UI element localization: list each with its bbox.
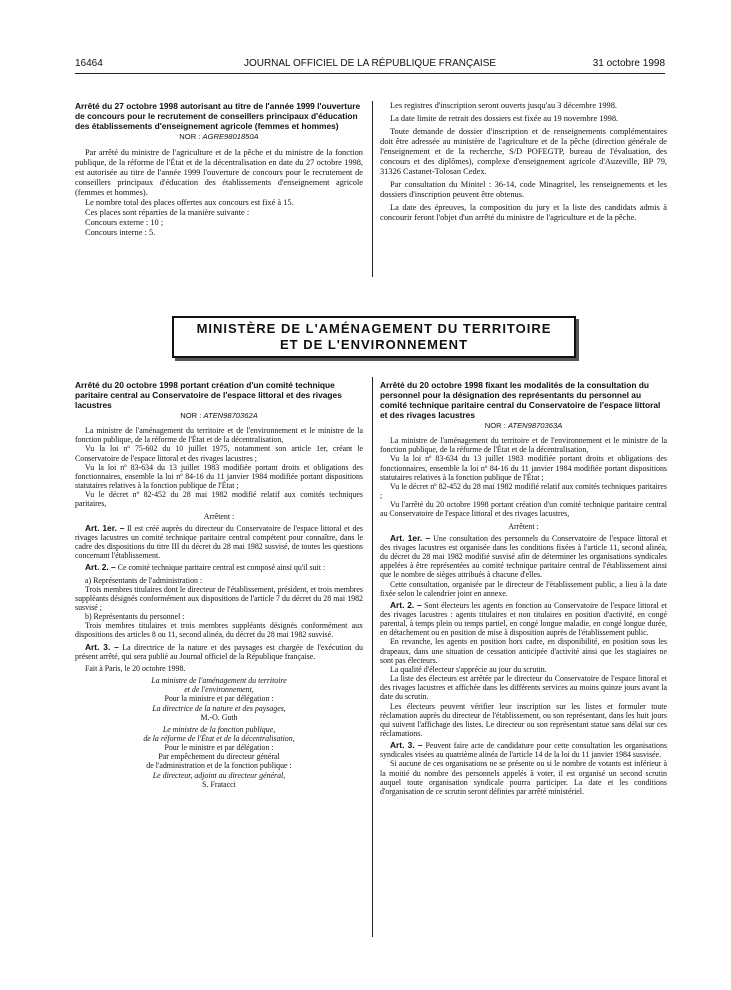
signatory-name: S. Fratacci [202,779,236,789]
paragraph: Vu la loi nº 75-602 du 10 juillet 1975, notamment son article 1er, créant le Conservatoire de l'espace littoral et des rivages lacustres ; [75,444,363,463]
paragraph: La date des épreuves, la composition du jury et la liste des candidats admis à concourir feront l'objet d'un arrêté du ministre de l'agriculture et de la pêche. [380,203,667,222]
paragraph: Vu la loi nº 83-634 du 13 juillet 1983 modifiée portant droits et obligations des fonctionnaires, ensemble la loi nº 84-16 du 11 janvier 1984 modifiée portant dispositions statutaires relatives à la fonction publique de l'État ; [380,454,667,482]
paragraph: Les registres d'inscription seront ouverts jusqu'au 3 décembre 1998. [390,101,617,110]
paragraph: a) Représentants de l'administration : [85,575,203,585]
journal-title: JOURNAL OFFICIEL DE LA RÉPUBLIQUE FRANÇAISE [243,58,497,69]
paragraph: Concours interne : 5. [85,228,156,237]
paragraph: Ces places sont réparties de la manière suivante : [85,208,250,217]
arretent-heading: Arrêtent : [203,511,235,521]
ministry-line-2: ET DE L'ENVIRONNEMENT [279,337,469,352]
header-rule [75,73,665,74]
paragraph: Cette consultation, organisée par le directeur de l'établissement public, a lieu à la date fixée selon le calendrier joint en annexe. [380,579,667,598]
arrete-title: Arrêté du 20 octobre 1998 portant création d'un comité technique paritaire central au Conservatoire de l'espace littoral et des rivages lacustres [75,380,342,410]
column-divider [372,377,373,937]
issue-date: 31 octobre 1998 [592,58,665,69]
arrete-modalites-consultation [380,380,667,796]
nor-reference: NOR : ATEN9870362A [180,411,258,420]
signature-line: Le directeur, adjoint au directeur général, [152,770,286,780]
fait-a-paris: Fait à Paris, le 20 octobre 1998. [85,663,186,673]
paragraph: La ministre de l'aménagement du territoire et de l'environnement et le ministre de la fonction publique, de la réforme de l'État et de la décentralisation, [380,436,667,455]
signature-line: de la réforme de l'État et de la décentralisation, [143,734,295,743]
paragraph: La date limite de retrait des dossiers est fixée au 19 novembre 1998. [390,114,619,123]
paragraph: Les électeurs peuvent vérifier leur inscription sur les listes et formuler toute réclamation auprès du directeur de l'établissement, ou son représentant, dans les huit jours qui suivent l'affichage des listes. Le directeur ou son représentant statue sans délai sur ces réclamations. [380,701,667,738]
paragraph: Vu la loi nº 83-634 du 13 juillet 1983 modifiée portant droits et obligations des fonctionnaires, ensemble la loi nº 84-16 du 11 janvier 1984 modifiée portant dispositions statutaires relatives à la fonction publique de l'État ; [75,462,363,491]
article-1: Art. 1er. – Il est créé auprès du directeur du Conservatoire de l'espace littoral et des rivages lacustres un comité technique paritaire central compétent pour connaître, dans le cadre des dispositions du titre III du décret du 28 mai 1982 susvisé, de toutes les questions concernant l'établissement. [75,522,363,561]
signature-line: de l'administration et de la fonction publique : [146,761,292,771]
nor-reference: NOR : ATEN9870363A [484,421,563,430]
paragraph: Par arrêté du ministre de l'agriculture et de la pêche et du ministre de la fonction publique, de la réforme de l'État et de la décentralisation en date du 27 octobre 1998, est autorisée au titre de l'année 1999 l'ouverture de concours pour le recrutement de conseillers principaux d'éducation des établissements d'enseignement agricole (femmes et hommes). [75,148,363,197]
ministry-line-1: MINISTÈRE DE L'AMÉNAGEMENT DU TERRITOIRE [196,321,552,336]
paragraph: Par consultation du Minitel : 36-14, code Minagritel, les renseignements et les dossiers d'inscription peuvent être obtenus. [380,180,667,199]
arretent-heading: Arrêtent : [508,521,539,531]
column-divider [372,101,373,277]
signatory-name: M.-O. Guth [200,712,238,722]
arrete-title: Arrêté du 27 octobre 1998 autorisant au titre de l'année 1999 l'ouverture de concours pour le recrutement de conseillers principaux d'éducation des établissements d'enseignement agricole (femmes et hommes) [75,101,361,131]
signature-line: La ministre de l'aménagement du territoire [151,676,287,686]
ministry-heading [172,316,576,358]
paragraph: Si aucune de ces organisations ne se présente ou si le nombre de votants est inférieur à la moitié du nombre des personnels appelés à voter, il est organisé un second scrutin auquel toute organisation syndicale pourra participer. La date et les conditions d'organisation de ce scrutin seront définies par arrêté ministériel. [380,759,667,796]
paragraph: Toute demande de dossier d'inscription et de renseignements complémentaires doit être adressée au ministère de l'agriculture et de la pêche (direction générale de l'enseignement et de la recherche, S/D POFEGTP, bureau de l'évaluation, des concours et des diplômes), complexe d'enseignement agricole d'Auzeville, BP 79, 31326 Castanet-Tolosan Cedex. [380,127,667,176]
page-number: 16464 [75,58,103,69]
paragraph: Le nombre total des places offertes aux concours est fixé à 15. [85,198,294,207]
page-header [75,58,665,72]
signature-line: Pour le ministre et par délégation : [164,743,274,753]
paragraph: b) Représentants du personnel : [85,612,185,622]
paragraph: La qualité d'électeur s'apprécie au jour du scrutin. [390,664,547,674]
arrete-creation-comite [75,380,363,789]
arrete-title: Arrêté du 20 octobre 1998 fixant les modalités de la consultation du personnel pour la désignation des représentants du personnel au comité technique paritaire central du Conservatoire de l'espace littoral et des rivages lacustres [380,380,661,420]
arrete-agriculture-right [380,101,667,223]
paragraph: Vu le décret nº 82-452 du 28 mai 1982 modifié relatif aux comités techniques paritaires, [75,490,363,509]
signature-line: Le ministre de la fonction publique, [162,724,276,734]
paragraph: La liste des électeurs est arrêtée par le directeur du Conservatoire de l'espace littoral et des rivages lacustres et affichée dans les différents services au moins quinze jours avant la date du scrutin. [380,674,667,702]
paragraph: Vu l'arrêté du 20 octobre 1998 portant création d'un comité technique paritaire central au Conservatoire de l'espace littoral et des rivages lacustres, [380,500,667,519]
signature-line: et de l'environnement, [184,685,254,695]
paragraph: La ministre de l'aménagement du territoire et de l'environnement et le ministre de la fonction publique, de la réforme de l'État et de la décentralisation, [75,426,363,445]
signature-line: Par empêchement du directeur général [158,752,280,762]
article-3: Art. 3. – Peuvent faire acte de candidature pour cette consultation les organisations syndicales visées au quatrième alinéa de l'article 14 de la loi du 11 janvier 1984 susvisée. [380,740,667,760]
signature-line: Pour la ministre et par délégation : [164,694,274,704]
paragraph: Concours externe : 10 ; [85,218,164,227]
paragraph: En revanche, les agents en position hors cadre, en disponibilité, en position sous les drapeaux, dans une situation de cessation anticipée d'activité ainsi que les stagiaires ne sont pas électeurs. [380,637,667,665]
article-2: Art. 2. – Ce comité technique paritaire central est composé ainsi qu'il suit : [85,562,326,573]
arrete-agriculture-left [75,101,363,238]
paragraph: Vu le décret nº 82-452 du 28 mai 1982 modifié relatif aux comités techniques paritaires ; [380,481,667,501]
article-3: Art. 3. – La directrice de la nature et des paysages est chargée de l'exécution du présent arrêté, qui sera publié au Journal officiel de la République française. [75,641,363,661]
nor-reference: NOR : AGRE9801850A [179,132,259,141]
paragraph: Trois membres titulaires et trois membres suppléants désignés conformément aux dispositions des articles 8 ou 11, second alinéa, du décret du 28 mai 1982 susvisé. [75,621,363,640]
signature-line: La directrice de la nature et des paysages, [152,703,286,713]
paragraph: Trois membres titulaires dont le directeur de l'établissement, président, et trois membres suppléants désignés conformément aux dispositions de l'article 7 du décret du 28 mai 1982 susvisé ; [75,584,363,612]
article-1: Art. 1er. – Une consultation des personnels du Conservatoire de l'espace littoral et des rivages lacustres est organisée dans les conditions fixées à l'article 11, second alinéa, du décret du 28 mai 1982 modifié susvisé afin de déterminer les organisations syndicales appelées à être représentées au comité technique paritaire central de l'établissement ainsi que le nombre de sièges attribués à chacune d'elles. [380,532,667,580]
article-2: Art. 2. – Sont électeurs les agents en fonction au Conservatoire de l'espace littoral et des rivages lacustres : agents titulaires et non titulaires en position d'activité, en congé parental, à temps plein ou temps partiel, en congé longue maladie, en congé longue durée, en détachement ou en position de mise à disposition auprès de l'établissement public. [380,599,667,638]
